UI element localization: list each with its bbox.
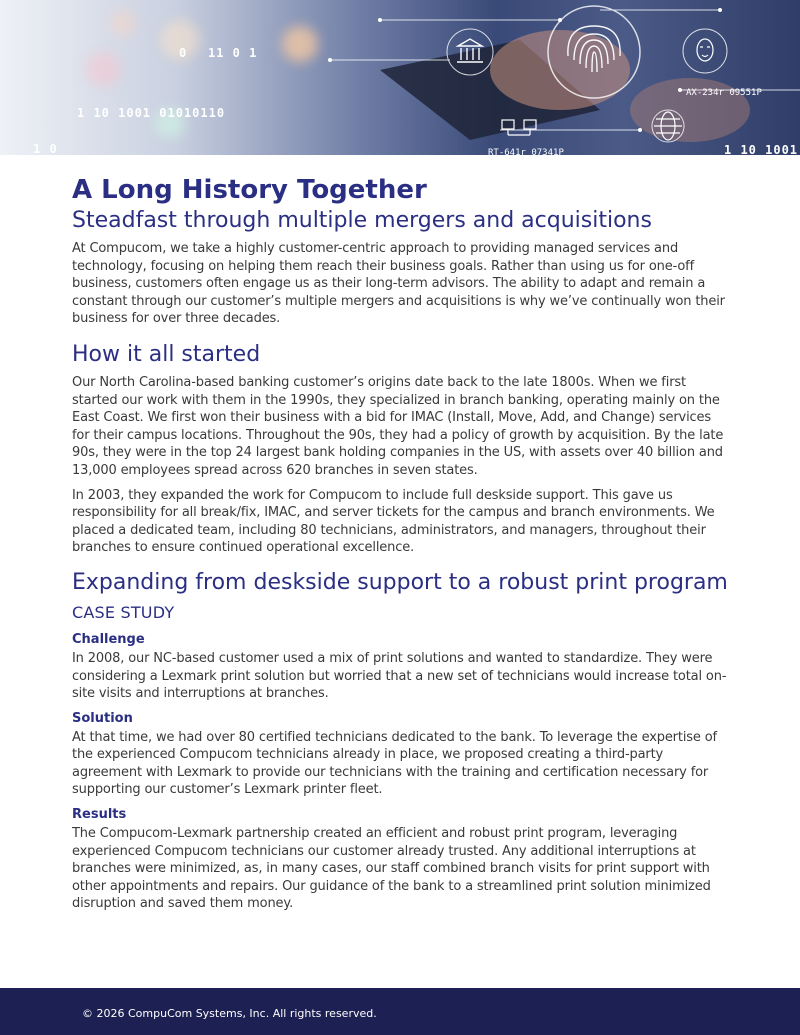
- page-footer: [0, 988, 800, 1035]
- code-label: RT-641r 07341P: [488, 148, 564, 155]
- code-label: AX-234r 09551P: [686, 88, 762, 98]
- section-heading-how-started: How it all started: [72, 341, 261, 367]
- binary-digits: 11 0 1: [208, 46, 258, 60]
- history-paragraph: Our North Carolina-based banking customer’s origins date back to the late 1800s. When we first started our work with them in the 1990s, they specialized in branch banking, operating mainly on the East Coast. We first won their business with a bid for IMAC (Install, Move, Add, and Change) services for their campus locations. Throughout the 90s, they had a policy of growth by acquisition. By the late 90s, they were in the top 24 largest bank holding companies in the US, with assets over 40 billion and 13,000 employees spread across 620 branches in seven states.: [72, 374, 724, 478]
- binary-digits: 1 10 1001: [724, 143, 799, 155]
- page-subtitle: Steadfast through multiple mergers and acquisitions: [72, 208, 652, 233]
- case-study-label: CASE STUDY: [72, 602, 175, 622]
- intro-paragraph: At Compucom, we take a highly customer-centric approach to providing managed services and technology, focusing on helping them reach their business goals. Rather than using us for one-off business, customers often engage us as their long-term advisors. The ability to adapt and remain a constant through our customer’s multiple mergers and acquisitions is why we’ve continually won their business for over three decades.: [72, 241, 725, 327]
- challenge-paragraph: In 2008, our NC-based customer used a mix of print solutions and wanted to standardize. They were considering a Lexmark print solution but worried that a new set of technicians would increase total on-site visits and interruptions at branches.: [72, 650, 727, 702]
- history-paragraph: In 2003, they expanded the work for Compucom to include full deskside support. This gave us responsibility for all break/fix, IMAC, and server tickets for the campus and branch environments. We placed a dedicated team, including 80 technicians, administrators, and managers, throughout their branches to ensure continued operational excellence.: [72, 487, 715, 556]
- results-paragraph: The Compucom-Lexmark partnership created an efficient and robust print program, leveraging experienced Compucom technicians our customer already trusted. Any additional interruptions at branches were minimized, as, in many cases, our staff combined branch visits for print support with other appointments and repairs. Our guidance of the bank to a streamlined print solution minimized disruption and saved them money.: [72, 826, 711, 912]
- binary-digits: 1 10 1001 01010110: [77, 106, 226, 120]
- copyright-text: © 2026 CompuCom Systems, Inc. All rights reserved.: [82, 1007, 377, 1020]
- binary-digits: 1 0: [33, 142, 58, 155]
- results-label: Results: [72, 807, 127, 823]
- hero-banner-image: [0, 0, 800, 155]
- article-content: [72, 174, 732, 913]
- digital-network-illustration: [0, 0, 800, 155]
- solution-paragraph: At that time, we had over 80 certified technicians dedicated to the bank. To leverage the expertise of the experienced Compucom technicians already in place, we proposed creating a third-party agreement with Lexmark to provide our technicians with the training and certification necessary for supporting our customer’s Lexmark printer fleet.: [72, 729, 717, 798]
- challenge-label: Challenge: [72, 631, 145, 647]
- section-heading-expanding: Expanding from deskside support to a robust print program: [72, 569, 728, 595]
- face-id-icon: [697, 39, 713, 61]
- page-title: A Long History Together: [72, 175, 427, 205]
- solution-label: Solution: [72, 710, 133, 726]
- binary-digits: 0: [179, 46, 188, 60]
